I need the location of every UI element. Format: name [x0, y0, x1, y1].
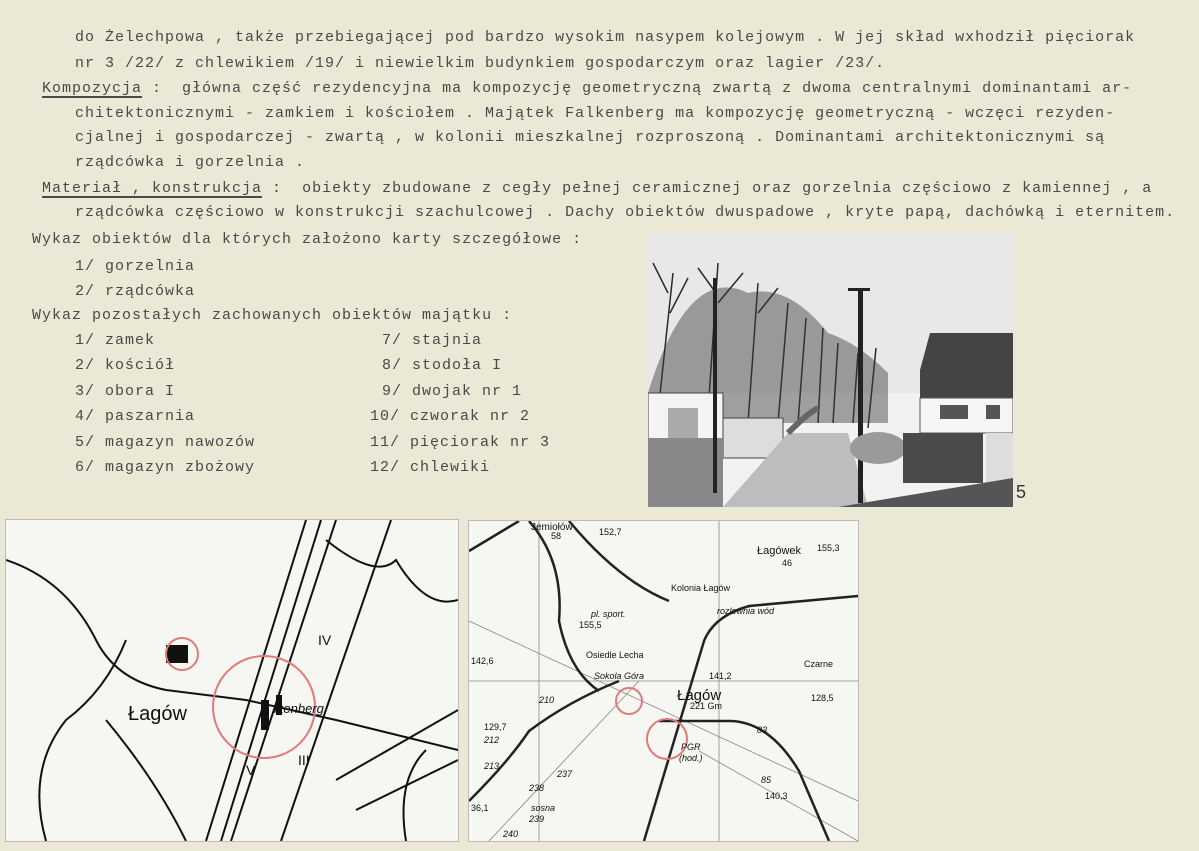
- map-label: Sokola Góra: [594, 671, 645, 681]
- map-label: Czarne: [804, 659, 834, 669]
- wykaz1-item: 1/ gorzelnia: [75, 258, 196, 275]
- material-heading: Materiał , konstrukcja: [42, 180, 263, 197]
- wykaz2-item: 5/ magazyn nawozów: [75, 434, 256, 451]
- map-label: lkenberg: [274, 701, 324, 716]
- map-label: PGR: [681, 742, 701, 752]
- map-label: 141,2: [709, 671, 732, 681]
- wykaz1-item: 2/ rządcówka: [75, 283, 196, 300]
- map-label: 240: [503, 829, 519, 839]
- map-label: 142,6: [471, 656, 494, 666]
- map-label: 239: [529, 814, 545, 824]
- map-label: pl. sport.: [591, 609, 626, 619]
- wykaz2-item: 12/ chlewiki: [370, 459, 491, 476]
- wykaz2-item: 4/ paszarnia: [75, 408, 196, 425]
- body-text: główna część rezydencyjna ma kompozycję geometryczną zwartą z dwoma centralnymi dominantami ar-: [182, 80, 1133, 97]
- map-label: 238: [529, 783, 545, 793]
- map-label: (hod.): [679, 753, 703, 763]
- estate-photo: [648, 233, 1013, 507]
- map-label: 58: [551, 531, 562, 541]
- wykaz2-item: 9/ dwojak nr 1: [382, 383, 523, 400]
- map-label: 152,7: [599, 527, 622, 537]
- wykaz2-item: 7/ stajnia: [382, 332, 483, 349]
- map-label: 140,3: [765, 791, 788, 801]
- map-label: 128,5: [811, 693, 834, 703]
- map-label: Kolonia Łagów: [671, 583, 731, 593]
- body-text-line: rządcówka i gorzelnia .: [75, 154, 306, 171]
- wykaz2-title: Wykaz pozostałych zachowanych obiektów majątku :: [32, 307, 513, 324]
- map-label: Łagów: [128, 703, 187, 725]
- map-label: rozlewnia wód: [717, 606, 775, 616]
- map-label: 155,5: [579, 620, 602, 630]
- wykaz2-item: 11/ pięciorak nr 3: [370, 434, 551, 451]
- map-label: Jemiołów: [531, 522, 573, 533]
- separator: :: [262, 180, 283, 197]
- map-label: 212: [484, 735, 500, 745]
- body-text-line: cjalnej i gospodarczej - zwartą , w kolonii mieszkalnej rozproszoną . Dominantami architektonicznymi są: [75, 129, 1106, 146]
- map-label: IV: [318, 632, 332, 648]
- map-label: III: [298, 752, 310, 768]
- map-label: 46: [782, 558, 793, 568]
- map-label: Łagów: [677, 687, 722, 704]
- wykaz2-item: 10/ czworak nr 2: [370, 408, 531, 425]
- body-text-line: chitektonicznymi - zamkiem i kościołem . Majątek Falkenberg ma kompozycję geometryczną - wczęci rezyden-: [75, 105, 1116, 122]
- map-label: 83: [757, 725, 768, 735]
- map-label: Łagówek: [757, 545, 802, 557]
- photo-number: 5: [1016, 482, 1027, 502]
- map-label: sosna: [531, 803, 556, 813]
- map-label: V: [246, 762, 256, 778]
- wykaz2-item: 2/ kościół: [75, 357, 176, 374]
- map-label: 85: [761, 775, 772, 785]
- material-paragraph: [42, 180, 1152, 198]
- separator: :: [142, 80, 163, 97]
- wykaz2-item: 1/ zamek: [75, 332, 156, 349]
- topographic-map: [468, 520, 859, 842]
- wykaz1-title: Wykaz obiektów dla których założono karty szczegółowe :: [32, 231, 583, 248]
- wykaz2-item: 8/ stodoła I: [382, 357, 503, 374]
- map-label: 221 Gm: [690, 701, 723, 711]
- wykaz2-item: 3/ obora I: [75, 383, 176, 400]
- body-text: obiekty zbudowane z cegły pełnej ceramicznej oraz gorzelnia częściowo z kamiennej , a: [302, 180, 1153, 197]
- map-label: Osiedle Lecha: [586, 650, 644, 660]
- map-label: 237: [557, 769, 573, 779]
- map-label: 213: [484, 761, 500, 771]
- historical-map: [5, 519, 459, 842]
- body-text-line: rządcówka częściowo w konstrukcji szachulcowej . Dachy obiektów dwuspadowe , kryte papą, dachówką i eternitem.: [75, 204, 1176, 221]
- body-text-line: nr 3 /22/ z chlewikiem /19/ i niewielkim budynkiem gospodarczym oraz lagier /23/.: [75, 55, 886, 72]
- map-label: 210: [539, 695, 555, 705]
- kompozycja-heading: Kompozycja: [42, 80, 143, 97]
- kompozycja-paragraph: [42, 80, 1132, 98]
- body-text-line: do Żelechpowa , także przebiegającej pod bardzo wysokim nasypem kolejowym . W jej skład wxhodził pięciorak: [75, 29, 1136, 46]
- map-label: 155,3: [817, 543, 840, 553]
- map-label: 129,7: [484, 722, 507, 732]
- map-label: 36,1: [471, 803, 489, 813]
- wykaz2-item: 6/ magazyn zbożowy: [75, 459, 256, 476]
